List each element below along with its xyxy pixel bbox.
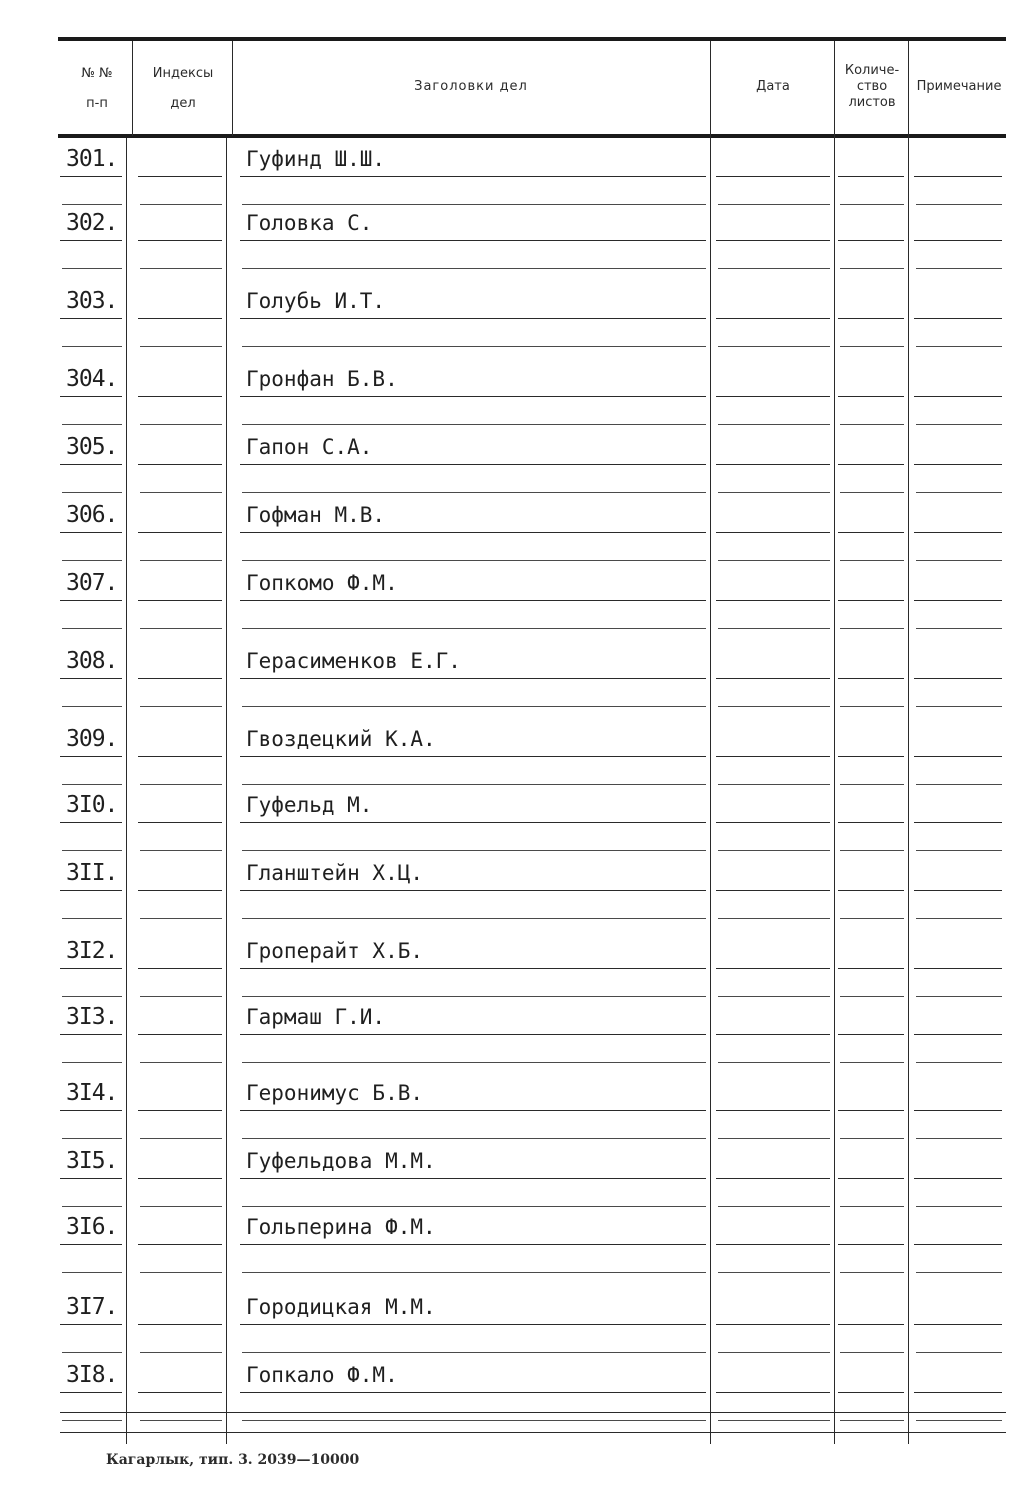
header-index-line2: дел	[170, 96, 196, 111]
row-rule	[62, 204, 122, 205]
row-rule	[716, 968, 830, 969]
row-number: 303.	[66, 288, 118, 314]
row-rule	[240, 1110, 706, 1111]
row-rule	[242, 346, 706, 347]
row-rule	[240, 176, 706, 177]
row-number: 307.	[66, 570, 118, 596]
row-rule	[916, 1272, 1002, 1273]
row-rule	[840, 1352, 904, 1353]
row-rule	[60, 822, 122, 823]
row-rule	[840, 1062, 904, 1063]
row-rule	[62, 784, 122, 785]
row-number: 3I2.	[66, 938, 118, 964]
row-rule	[60, 240, 122, 241]
row-rule	[138, 890, 222, 891]
row-rule	[716, 822, 830, 823]
row-rule	[60, 464, 122, 465]
row-rule	[140, 424, 222, 425]
row-rule	[60, 1034, 122, 1035]
row-rule	[716, 1178, 830, 1179]
row-rule	[718, 850, 830, 851]
row-rule	[914, 1178, 1002, 1179]
row-rule	[242, 1352, 706, 1353]
row-rule	[240, 532, 706, 533]
row-title: Гуфельд М.	[246, 793, 373, 817]
row-rule	[242, 628, 706, 629]
row-rule	[914, 532, 1002, 533]
row-rule	[716, 532, 830, 533]
row-rule	[916, 784, 1002, 785]
row-rule	[138, 1034, 222, 1035]
row-rule	[240, 1392, 706, 1393]
row-rule	[716, 1244, 830, 1245]
row-rule	[140, 204, 222, 205]
row-rule	[138, 822, 222, 823]
row-rule	[914, 1110, 1002, 1111]
row-rule	[914, 1392, 1002, 1393]
row-rule	[718, 1206, 830, 1207]
row-rule	[62, 628, 122, 629]
row-rule	[140, 492, 222, 493]
header-count-line3: листов	[848, 95, 896, 110]
header-title-col: Заголовки дел	[414, 79, 528, 94]
row-title: Гуфельдова М.М.	[246, 1149, 436, 1173]
row-rule	[140, 1138, 222, 1139]
row-rule	[716, 756, 830, 757]
row-rule	[242, 424, 706, 425]
row-rule	[914, 890, 1002, 891]
row-rule	[916, 628, 1002, 629]
row-rule	[838, 756, 904, 757]
header-count-line2: ство	[856, 79, 888, 94]
row-rule	[140, 996, 222, 997]
row-rule	[914, 1324, 1002, 1325]
row-rule	[840, 706, 904, 707]
row-rule	[838, 678, 904, 679]
row-rule	[838, 822, 904, 823]
row-rule	[914, 396, 1002, 397]
printer-imprint: Кагарлык, тип. 3. 2039—10000	[106, 1452, 360, 1468]
header-note-col: Примечание	[916, 79, 1002, 94]
row-rule	[718, 784, 830, 785]
row-rule	[718, 1272, 830, 1273]
row-rule	[62, 492, 122, 493]
row-rule	[242, 204, 706, 205]
row-rule	[716, 1034, 830, 1035]
row-rule	[140, 706, 222, 707]
row-rule	[138, 1324, 222, 1325]
row-rule	[718, 1138, 830, 1139]
row-number: 3I3.	[66, 1004, 118, 1030]
row-rule	[840, 346, 904, 347]
row-rule	[140, 1206, 222, 1207]
row-rule	[716, 1324, 830, 1325]
row-rule	[914, 1034, 1002, 1035]
row-number: 3II.	[66, 860, 118, 886]
row-rule	[840, 424, 904, 425]
row-rule	[916, 268, 1002, 269]
row-rule	[916, 424, 1002, 425]
row-rule	[718, 346, 830, 347]
row-rule	[716, 464, 830, 465]
row-rule	[240, 1244, 706, 1245]
bottom-rule	[60, 1412, 1006, 1413]
row-rule	[140, 1272, 222, 1273]
row-rule	[718, 1352, 830, 1353]
row-rule	[62, 560, 122, 561]
row-rule	[840, 996, 904, 997]
row-rule	[840, 492, 904, 493]
row-title: Городицкая М.М.	[246, 1295, 436, 1319]
header-number-line1: № №	[81, 66, 113, 81]
row-rule	[240, 600, 706, 601]
row-rule	[718, 204, 830, 205]
row-title: Герасименков Е.Г.	[246, 649, 461, 673]
row-rule	[242, 850, 706, 851]
row-rule	[138, 1178, 222, 1179]
row-rule	[716, 396, 830, 397]
row-rule	[916, 346, 1002, 347]
row-rule	[716, 176, 830, 177]
row-rule	[840, 784, 904, 785]
row-rule	[62, 1272, 122, 1273]
row-rule	[916, 996, 1002, 997]
row-rule	[60, 1110, 122, 1111]
row-number: 309.	[66, 726, 118, 752]
row-number: 3I5.	[66, 1148, 118, 1174]
row-rule	[916, 492, 1002, 493]
row-rule	[138, 1392, 222, 1393]
row-rule	[62, 1420, 122, 1421]
row-rule	[62, 850, 122, 851]
row-rule	[916, 1138, 1002, 1139]
header-date-col: Дата	[756, 79, 790, 94]
row-rule	[916, 1352, 1002, 1353]
row-rule	[242, 1420, 706, 1421]
row-rule	[840, 560, 904, 561]
row-rule	[138, 318, 222, 319]
row-title: Гланштейн Х.Ц.	[246, 861, 424, 885]
row-rule	[716, 600, 830, 601]
row-title: Гармаш Г.И.	[246, 1005, 386, 1029]
row-rule	[138, 968, 222, 969]
row-title: Гуфинд Ш.Ш.	[246, 147, 386, 171]
row-rule	[838, 240, 904, 241]
row-rule	[718, 424, 830, 425]
row-rule	[240, 678, 706, 679]
row-rule	[240, 1324, 706, 1325]
row-rule	[838, 1110, 904, 1111]
row-rule	[140, 1352, 222, 1353]
row-rule	[62, 268, 122, 269]
row-rule	[838, 464, 904, 465]
row-rule	[60, 890, 122, 891]
row-rule	[140, 1062, 222, 1063]
bottom-rule	[60, 1432, 1006, 1433]
row-rule	[716, 890, 830, 891]
row-number: 3I6.	[66, 1214, 118, 1240]
row-title: Гапон С.А.	[246, 435, 373, 459]
row-rule	[242, 1206, 706, 1207]
row-rule	[240, 318, 706, 319]
row-rule	[242, 706, 706, 707]
row-rule	[140, 1420, 222, 1421]
row-rule	[62, 706, 122, 707]
row-rule	[840, 628, 904, 629]
row-rule	[242, 1138, 706, 1139]
row-rule	[60, 396, 122, 397]
row-rule	[138, 176, 222, 177]
row-title: Гофман М.В.	[246, 503, 386, 527]
row-rule	[242, 784, 706, 785]
row-number: 301.	[66, 146, 118, 172]
row-rule	[60, 176, 122, 177]
row-number: 304.	[66, 366, 118, 392]
row-rule	[240, 822, 706, 823]
row-rule	[718, 628, 830, 629]
row-rule	[914, 176, 1002, 177]
row-rule	[916, 1206, 1002, 1207]
row-rule	[914, 1244, 1002, 1245]
row-rule	[240, 1034, 706, 1035]
row-rule	[138, 1110, 222, 1111]
row-rule	[138, 464, 222, 465]
row-rule	[716, 240, 830, 241]
row-rule	[838, 968, 904, 969]
row-rule	[914, 464, 1002, 465]
row-rule	[914, 968, 1002, 969]
row-rule	[838, 600, 904, 601]
row-rule	[914, 822, 1002, 823]
row-rule	[840, 1420, 904, 1421]
row-rule	[60, 678, 122, 679]
row-rule	[916, 204, 1002, 205]
row-rule	[916, 560, 1002, 561]
row-rule	[718, 996, 830, 997]
row-rule	[62, 996, 122, 997]
row-rule	[140, 268, 222, 269]
row-rule	[718, 1420, 830, 1421]
row-rule	[60, 968, 122, 969]
row-rule	[240, 396, 706, 397]
row-rule	[840, 1272, 904, 1273]
row-rule	[838, 396, 904, 397]
row-rule	[838, 1178, 904, 1179]
row-rule	[240, 240, 706, 241]
row-rule	[62, 918, 122, 919]
row-rule	[914, 678, 1002, 679]
row-rule	[716, 1392, 830, 1393]
row-rule	[140, 918, 222, 919]
row-rule	[840, 850, 904, 851]
row-rule	[60, 1392, 122, 1393]
row-rule	[60, 1244, 122, 1245]
row-rule	[838, 1392, 904, 1393]
row-title: Гопкало Ф.М.	[246, 1363, 398, 1387]
row-rule	[914, 756, 1002, 757]
row-rule	[138, 600, 222, 601]
row-number: 3I8.	[66, 1362, 118, 1388]
row-rule	[838, 1034, 904, 1035]
row-rule	[62, 424, 122, 425]
row-number: 3I7.	[66, 1294, 118, 1320]
row-rule	[718, 492, 830, 493]
row-rule	[840, 918, 904, 919]
row-title: Головка С.	[246, 211, 373, 235]
row-rule	[62, 1062, 122, 1063]
row-rule	[240, 1178, 706, 1179]
row-rule	[240, 464, 706, 465]
row-rule	[140, 628, 222, 629]
row-rule	[838, 532, 904, 533]
row-rule	[138, 1244, 222, 1245]
row-rule	[916, 1420, 1002, 1421]
row-title: Гопкомо Ф.М.	[246, 571, 398, 595]
row-number: 305.	[66, 434, 118, 460]
row-rule	[242, 1272, 706, 1273]
row-rule	[838, 1244, 904, 1245]
row-rule	[240, 968, 706, 969]
row-rule	[240, 756, 706, 757]
row-rule	[716, 678, 830, 679]
row-title: Геронимус Б.В.	[246, 1081, 424, 1105]
row-rule	[242, 492, 706, 493]
row-rule	[242, 268, 706, 269]
row-rule	[914, 318, 1002, 319]
row-rule	[140, 850, 222, 851]
row-rule	[140, 560, 222, 561]
row-rule	[718, 1062, 830, 1063]
header-number-line2: п-п	[86, 96, 108, 111]
row-rule	[240, 890, 706, 891]
row-rule	[138, 396, 222, 397]
row-rule	[916, 918, 1002, 919]
row-rule	[718, 918, 830, 919]
row-rule	[840, 268, 904, 269]
row-rule	[914, 240, 1002, 241]
row-rule	[242, 560, 706, 561]
row-rule	[62, 1352, 122, 1353]
row-number: 306.	[66, 502, 118, 528]
row-title: Голубь И.Т.	[246, 289, 386, 313]
row-rule	[914, 600, 1002, 601]
header-count-line1: Количе-	[844, 63, 900, 78]
row-title: Гроперайт Х.Б.	[246, 939, 424, 963]
row-rule	[140, 346, 222, 347]
row-rule	[60, 1324, 122, 1325]
row-title: Гронфан Б.В.	[246, 367, 398, 391]
row-rule	[838, 1324, 904, 1325]
row-rule	[840, 1138, 904, 1139]
row-rule	[138, 756, 222, 757]
row-title: Гольперина Ф.М.	[246, 1215, 436, 1239]
row-rule	[840, 1206, 904, 1207]
row-rule	[838, 890, 904, 891]
row-rule	[718, 268, 830, 269]
row-number: 308.	[66, 648, 118, 674]
row-rule	[916, 706, 1002, 707]
row-rule	[838, 176, 904, 177]
row-rule	[138, 678, 222, 679]
row-rule	[60, 600, 122, 601]
row-rule	[62, 346, 122, 347]
row-rule	[716, 1110, 830, 1111]
row-rule	[838, 318, 904, 319]
row-number: 3I4.	[66, 1080, 118, 1106]
row-rule	[242, 918, 706, 919]
row-rule	[242, 1062, 706, 1063]
row-rule	[60, 756, 122, 757]
header-index-line1: Индексы	[152, 66, 214, 81]
row-rule	[60, 532, 122, 533]
row-rule	[916, 850, 1002, 851]
row-rule	[840, 204, 904, 205]
row-rule	[138, 240, 222, 241]
row-rule	[60, 1178, 122, 1179]
row-number: 302.	[66, 210, 118, 236]
row-rule	[62, 1206, 122, 1207]
row-number: 3I0.	[66, 792, 118, 818]
row-rule	[62, 1138, 122, 1139]
row-rule	[242, 996, 706, 997]
row-title: Гвоздецкий К.А.	[246, 727, 436, 751]
row-rule	[140, 784, 222, 785]
row-rule	[716, 318, 830, 319]
row-rule	[916, 1062, 1002, 1063]
row-rule	[60, 318, 122, 319]
row-rule	[718, 560, 830, 561]
row-rule	[138, 532, 222, 533]
row-rule	[718, 706, 830, 707]
